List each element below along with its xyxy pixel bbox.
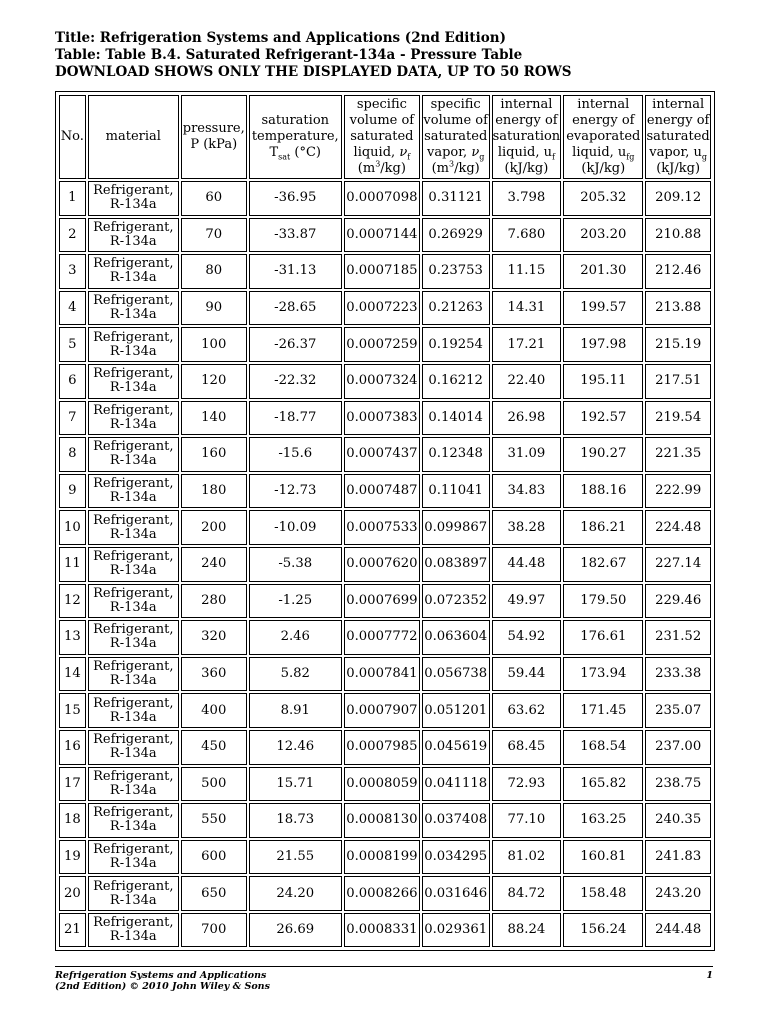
cell-material: Refrigerant, R-134a	[88, 803, 179, 838]
cell-material: Refrigerant, R-134a	[88, 437, 179, 472]
cell-saturation-temperature: -12.73	[249, 474, 342, 509]
cell-material: Refrigerant, R-134a	[88, 254, 179, 289]
cell-pressure: 600	[181, 840, 247, 875]
cell-specific-volume-liquid: 0.0007620	[344, 547, 420, 582]
cell-internal-energy-vapor: 243.20	[645, 876, 711, 911]
cell-pressure: 700	[181, 913, 247, 948]
table-row	[59, 657, 711, 692]
cell-specific-volume-vapor: 0.21263	[422, 291, 490, 326]
cell-internal-energy-evaporated: 203.20	[563, 218, 643, 253]
footer-line-1: Refrigeration Systems and Applications	[55, 970, 267, 981]
cell-specific-volume-vapor: 0.31121	[422, 181, 490, 216]
col-header-internal-energy-liquid: internal energy of saturation liquid, $u_f$ (kJ/kg)	[492, 95, 562, 179]
cell-internal-energy-evaporated: 199.57	[563, 291, 643, 326]
cell-no: 2	[59, 218, 86, 253]
cell-no: 4	[59, 291, 86, 326]
table-row	[59, 291, 711, 326]
cell-no: 6	[59, 364, 86, 399]
col-header-saturation-temperature: saturation temperature, $T_{sat}$ (°C)	[249, 95, 342, 179]
table-row	[59, 327, 711, 362]
cell-no: 7	[59, 401, 86, 436]
cell-pressure: 160	[181, 437, 247, 472]
table-row	[59, 547, 711, 582]
cell-pressure: 240	[181, 547, 247, 582]
cell-specific-volume-vapor: 0.037408	[422, 803, 490, 838]
cell-specific-volume-vapor: 0.26929	[422, 218, 490, 253]
table-row	[59, 401, 711, 436]
cell-specific-volume-liquid: 0.0007487	[344, 474, 420, 509]
cell-internal-energy-evaporated: 158.48	[563, 876, 643, 911]
cell-no: 12	[59, 584, 86, 619]
table-row	[59, 181, 711, 216]
table-body	[59, 181, 711, 947]
cell-pressure: 400	[181, 693, 247, 728]
cell-saturation-temperature: -5.38	[249, 547, 342, 582]
cell-specific-volume-liquid: 0.0007223	[344, 291, 420, 326]
cell-pressure: 360	[181, 657, 247, 692]
cell-internal-energy-vapor: 222.99	[645, 474, 711, 509]
cell-material: Refrigerant, R-134a	[88, 474, 179, 509]
cell-specific-volume-liquid: 0.0008130	[344, 803, 420, 838]
cell-no: 17	[59, 767, 86, 802]
cell-pressure: 90	[181, 291, 247, 326]
cell-material: Refrigerant, R-134a	[88, 913, 179, 948]
cell-no: 20	[59, 876, 86, 911]
cell-material: Refrigerant, R-134a	[88, 401, 179, 436]
cell-internal-energy-evaporated: 179.50	[563, 584, 643, 619]
cell-no: 16	[59, 730, 86, 765]
table-row	[59, 876, 711, 911]
cell-no: 1	[59, 181, 86, 216]
cell-material: Refrigerant, R-134a	[88, 218, 179, 253]
cell-specific-volume-vapor: 0.083897	[422, 547, 490, 582]
cell-specific-volume-liquid: 0.0008266	[344, 876, 420, 911]
cell-specific-volume-liquid: 0.0008331	[344, 913, 420, 948]
cell-internal-energy-liquid: 77.10	[492, 803, 562, 838]
cell-internal-energy-evaporated: 168.54	[563, 730, 643, 765]
col-header-specific-volume-vapor: specific volume of saturated vapor, $\nu_g$ $(m^3/kg)$	[422, 95, 490, 179]
page-footer	[55, 966, 713, 992]
cell-internal-energy-evaporated: 186.21	[563, 510, 643, 545]
cell-specific-volume-liquid: 0.0007533	[344, 510, 420, 545]
cell-internal-energy-evaporated: 188.16	[563, 474, 643, 509]
cell-material: Refrigerant, R-134a	[88, 620, 179, 655]
cell-internal-energy-liquid: 84.72	[492, 876, 562, 911]
cell-internal-energy-liquid: 31.09	[492, 437, 562, 472]
cell-internal-energy-evaporated: 182.67	[563, 547, 643, 582]
cell-saturation-temperature: -10.09	[249, 510, 342, 545]
cell-internal-energy-evaporated: 190.27	[563, 437, 643, 472]
cell-specific-volume-vapor: 0.11041	[422, 474, 490, 509]
table-row	[59, 620, 711, 655]
cell-specific-volume-vapor: 0.034295	[422, 840, 490, 875]
cell-saturation-temperature: -28.65	[249, 291, 342, 326]
cell-pressure: 100	[181, 327, 247, 362]
cell-no: 3	[59, 254, 86, 289]
col-header-internal-energy-evaporated: internal energy of evaporated liquid, $u_{fg}$ (kJ/kg)	[563, 95, 643, 179]
page-number: 1	[706, 970, 713, 981]
cell-specific-volume-vapor: 0.045619	[422, 730, 490, 765]
cell-saturation-temperature: 24.20	[249, 876, 342, 911]
cell-internal-energy-liquid: 68.45	[492, 730, 562, 765]
cell-saturation-temperature: 26.69	[249, 913, 342, 948]
cell-material: Refrigerant, R-134a	[88, 584, 179, 619]
cell-internal-energy-liquid: 3.798	[492, 181, 562, 216]
cell-specific-volume-liquid: 0.0007098	[344, 181, 420, 216]
cell-internal-energy-vapor: 210.88	[645, 218, 711, 253]
cell-material: Refrigerant, R-134a	[88, 767, 179, 802]
cell-internal-energy-evaporated: 205.32	[563, 181, 643, 216]
cell-saturation-temperature: 15.71	[249, 767, 342, 802]
cell-pressure: 500	[181, 767, 247, 802]
cell-internal-energy-liquid: 26.98	[492, 401, 562, 436]
cell-internal-energy-liquid: 17.21	[492, 327, 562, 362]
cell-material: Refrigerant, R-134a	[88, 840, 179, 875]
cell-specific-volume-liquid: 0.0008199	[344, 840, 420, 875]
cell-material: Refrigerant, R-134a	[88, 364, 179, 399]
cell-material: Refrigerant, R-134a	[88, 327, 179, 362]
cell-specific-volume-vapor: 0.056738	[422, 657, 490, 692]
table-frame	[55, 91, 715, 951]
cell-internal-energy-vapor: 238.75	[645, 767, 711, 802]
cell-pressure: 320	[181, 620, 247, 655]
cell-internal-energy-vapor: 237.00	[645, 730, 711, 765]
cell-specific-volume-vapor: 0.072352	[422, 584, 490, 619]
cell-material: Refrigerant, R-134a	[88, 876, 179, 911]
cell-pressure: 80	[181, 254, 247, 289]
cell-internal-energy-vapor: 221.35	[645, 437, 711, 472]
cell-internal-energy-liquid: 44.48	[492, 547, 562, 582]
col-header-pressure: pressure, P (kPa)	[181, 95, 247, 179]
title-line: Title: Refrigeration Systems and Applications (2nd Edition)	[55, 30, 506, 46]
cell-pressure: 180	[181, 474, 247, 509]
cell-specific-volume-vapor: 0.23753	[422, 254, 490, 289]
cell-saturation-temperature: -33.87	[249, 218, 342, 253]
cell-internal-energy-liquid: 54.92	[492, 620, 562, 655]
cell-specific-volume-liquid: 0.0007772	[344, 620, 420, 655]
cell-specific-volume-liquid: 0.0007324	[344, 364, 420, 399]
table-row	[59, 254, 711, 289]
cell-internal-energy-evaporated: 171.45	[563, 693, 643, 728]
cell-material: Refrigerant, R-134a	[88, 510, 179, 545]
cell-internal-energy-liquid: 59.44	[492, 657, 562, 692]
cell-internal-energy-vapor: 212.46	[645, 254, 711, 289]
cell-specific-volume-vapor: 0.029361	[422, 913, 490, 948]
cell-saturation-temperature: -18.77	[249, 401, 342, 436]
cell-specific-volume-liquid: 0.0008059	[344, 767, 420, 802]
table-row	[59, 364, 711, 399]
cell-internal-energy-liquid: 63.62	[492, 693, 562, 728]
cell-pressure: 140	[181, 401, 247, 436]
cell-saturation-temperature: 5.82	[249, 657, 342, 692]
table-row	[59, 767, 711, 802]
table-row	[59, 913, 711, 948]
cell-saturation-temperature: 21.55	[249, 840, 342, 875]
cell-material: Refrigerant, R-134a	[88, 657, 179, 692]
cell-specific-volume-liquid: 0.0007985	[344, 730, 420, 765]
cell-internal-energy-vapor: 219.54	[645, 401, 711, 436]
cell-internal-energy-vapor: 241.83	[645, 840, 711, 875]
cell-internal-energy-evaporated: 195.11	[563, 364, 643, 399]
cell-internal-energy-evaporated: 197.98	[563, 327, 643, 362]
cell-internal-energy-liquid: 81.02	[492, 840, 562, 875]
table-row	[59, 474, 711, 509]
cell-specific-volume-vapor: 0.063604	[422, 620, 490, 655]
cell-internal-energy-liquid: 34.83	[492, 474, 562, 509]
cell-no: 10	[59, 510, 86, 545]
cell-internal-energy-liquid: 14.31	[492, 291, 562, 326]
cell-internal-energy-vapor: 244.48	[645, 913, 711, 948]
cell-pressure: 200	[181, 510, 247, 545]
cell-saturation-temperature: -22.32	[249, 364, 342, 399]
table-row	[59, 510, 711, 545]
document-header	[55, 30, 572, 81]
cell-no: 11	[59, 547, 86, 582]
cell-internal-energy-liquid: 88.24	[492, 913, 562, 948]
cell-internal-energy-vapor: 215.19	[645, 327, 711, 362]
cell-specific-volume-vapor: 0.041118	[422, 767, 490, 802]
cell-saturation-temperature: 8.91	[249, 693, 342, 728]
cell-specific-volume-liquid: 0.0007259	[344, 327, 420, 362]
table-row	[59, 584, 711, 619]
cell-specific-volume-vapor: 0.19254	[422, 327, 490, 362]
cell-saturation-temperature: 18.73	[249, 803, 342, 838]
cell-internal-energy-vapor: 229.46	[645, 584, 711, 619]
cell-specific-volume-vapor: 0.14014	[422, 401, 490, 436]
cell-internal-energy-evaporated: 201.30	[563, 254, 643, 289]
cell-pressure: 450	[181, 730, 247, 765]
cell-internal-energy-evaporated: 163.25	[563, 803, 643, 838]
cell-internal-energy-vapor: 235.07	[645, 693, 711, 728]
cell-pressure: 650	[181, 876, 247, 911]
cell-no: 8	[59, 437, 86, 472]
cell-internal-energy-vapor: 240.35	[645, 803, 711, 838]
cell-no: 18	[59, 803, 86, 838]
cell-specific-volume-vapor: 0.051201	[422, 693, 490, 728]
cell-saturation-temperature: 2.46	[249, 620, 342, 655]
cell-specific-volume-liquid: 0.0007185	[344, 254, 420, 289]
cell-internal-energy-vapor: 213.88	[645, 291, 711, 326]
cell-saturation-temperature: -1.25	[249, 584, 342, 619]
cell-saturation-temperature: -36.95	[249, 181, 342, 216]
cell-saturation-temperature: -15.6	[249, 437, 342, 472]
cell-saturation-temperature: 12.46	[249, 730, 342, 765]
cell-no: 9	[59, 474, 86, 509]
cell-internal-energy-evaporated: 192.57	[563, 401, 643, 436]
cell-pressure: 280	[181, 584, 247, 619]
cell-saturation-temperature: -31.13	[249, 254, 342, 289]
cell-material: Refrigerant, R-134a	[88, 693, 179, 728]
cell-internal-energy-liquid: 7.680	[492, 218, 562, 253]
cell-internal-energy-evaporated: 160.81	[563, 840, 643, 875]
table-header-row	[59, 95, 711, 179]
cell-specific-volume-vapor: 0.16212	[422, 364, 490, 399]
table-row	[59, 693, 711, 728]
pressure-table	[57, 93, 713, 949]
cell-specific-volume-liquid: 0.0007383	[344, 401, 420, 436]
cell-material: Refrigerant, R-134a	[88, 730, 179, 765]
cell-specific-volume-vapor: 0.099867	[422, 510, 490, 545]
cell-internal-energy-liquid: 49.97	[492, 584, 562, 619]
cell-material: Refrigerant, R-134a	[88, 291, 179, 326]
cell-internal-energy-evaporated: 165.82	[563, 767, 643, 802]
col-header-specific-volume-liquid: specific volume of saturated liquid, $\nu_f$ $(m^3/kg)$	[344, 95, 420, 179]
cell-internal-energy-vapor: 209.12	[645, 181, 711, 216]
table-row	[59, 437, 711, 472]
cell-internal-energy-liquid: 11.15	[492, 254, 562, 289]
cell-specific-volume-liquid: 0.0007841	[344, 657, 420, 692]
cell-pressure: 60	[181, 181, 247, 216]
cell-material: Refrigerant, R-134a	[88, 181, 179, 216]
footer-line-2: (2nd Edition) © 2010 John Wiley & Sons	[55, 981, 270, 992]
cell-specific-volume-liquid: 0.0007144	[344, 218, 420, 253]
cell-internal-energy-vapor: 227.14	[645, 547, 711, 582]
cell-internal-energy-vapor: 231.52	[645, 620, 711, 655]
cell-internal-energy-vapor: 233.38	[645, 657, 711, 692]
cell-pressure: 550	[181, 803, 247, 838]
table-line: Table: Table B.4. Saturated Refrigerant-134a - Pressure Table	[55, 47, 523, 63]
col-header-no: No.	[59, 95, 86, 179]
cell-saturation-temperature: -26.37	[249, 327, 342, 362]
table-row	[59, 840, 711, 875]
cell-internal-energy-evaporated: 176.61	[563, 620, 643, 655]
cell-no: 5	[59, 327, 86, 362]
cell-no: 15	[59, 693, 86, 728]
download-notice: DOWNLOAD SHOWS ONLY THE DISPLAYED DATA, UP TO 50 ROWS	[55, 64, 572, 80]
cell-specific-volume-vapor: 0.12348	[422, 437, 490, 472]
cell-material: Refrigerant, R-134a	[88, 547, 179, 582]
cell-internal-energy-liquid: 38.28	[492, 510, 562, 545]
cell-pressure: 70	[181, 218, 247, 253]
cell-internal-energy-evaporated: 156.24	[563, 913, 643, 948]
cell-internal-energy-liquid: 72.93	[492, 767, 562, 802]
cell-specific-volume-liquid: 0.0007437	[344, 437, 420, 472]
cell-specific-volume-vapor: 0.031646	[422, 876, 490, 911]
cell-no: 19	[59, 840, 86, 875]
cell-no: 21	[59, 913, 86, 948]
table-row	[59, 803, 711, 838]
cell-no: 13	[59, 620, 86, 655]
table-row	[59, 730, 711, 765]
cell-pressure: 120	[181, 364, 247, 399]
cell-internal-energy-vapor: 217.51	[645, 364, 711, 399]
cell-internal-energy-liquid: 22.40	[492, 364, 562, 399]
cell-specific-volume-liquid: 0.0007907	[344, 693, 420, 728]
cell-internal-energy-evaporated: 173.94	[563, 657, 643, 692]
table-row	[59, 218, 711, 253]
col-header-internal-energy-vapor: internal energy of saturated vapor, $u_g$ (kJ/kg)	[645, 95, 711, 179]
cell-specific-volume-liquid: 0.0007699	[344, 584, 420, 619]
cell-internal-energy-vapor: 224.48	[645, 510, 711, 545]
col-header-material: material	[88, 95, 179, 179]
cell-no: 14	[59, 657, 86, 692]
